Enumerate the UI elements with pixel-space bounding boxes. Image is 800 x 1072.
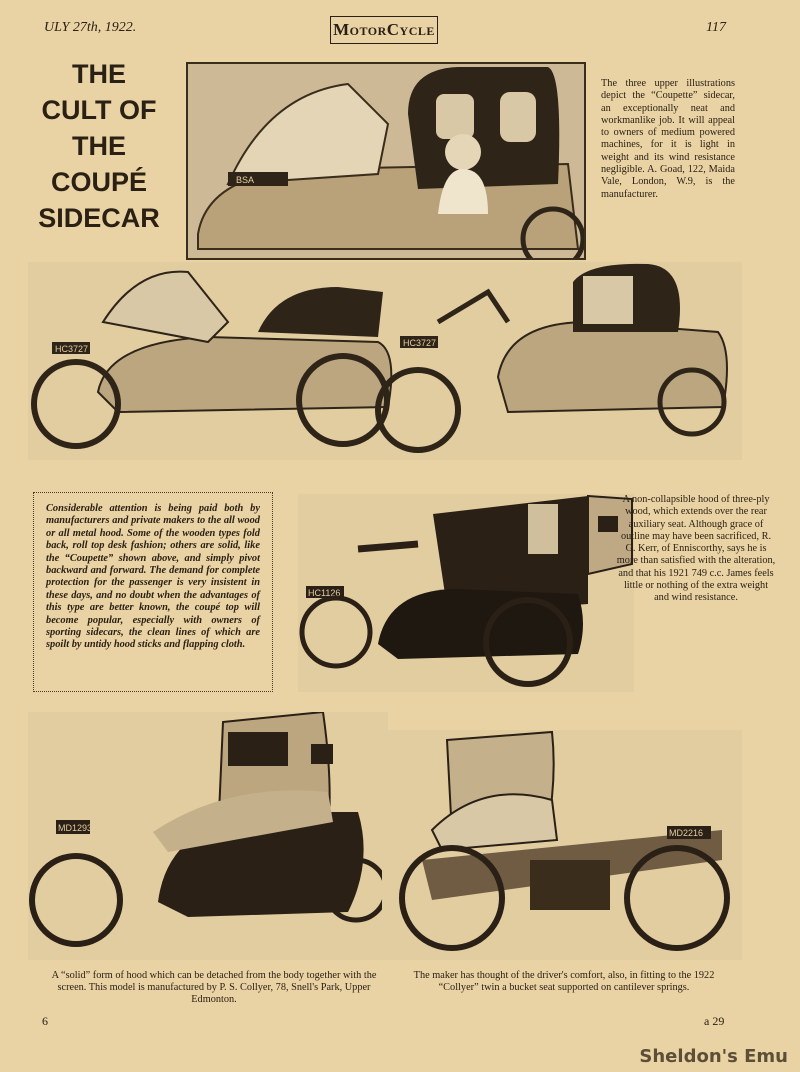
plate-text: HC3727 [55, 344, 89, 354]
bsa-tank-label: BSA [236, 175, 255, 185]
issue-date: ULY 27th, 1922. [44, 20, 137, 35]
two-outfits-photo [28, 262, 742, 460]
plate-text: HC3727 [403, 338, 437, 348]
collyer-seat-caption: The maker has thought of the driver's comfort, also, in fitting to the 1922 “Collyer” twin a bucket seat supported on cantilever springs. [413, 970, 715, 993]
title-line: THE [72, 59, 126, 89]
title-line: CULT OF [41, 95, 157, 125]
magazine-logo: MotorCycle [330, 16, 438, 44]
folio-left: 6 [42, 1014, 48, 1028]
watermark: Sheldon's Emu [639, 1046, 788, 1067]
folio-code: a 29 [704, 1014, 725, 1028]
plate-text: MD2216 [669, 828, 704, 838]
collyer-hood-caption: A “solid” form of hood which can be detached from the body together with the screen. This model is manufactured by P. S. Collyer, 78, Snell's Park, Upper Edmonton. [51, 970, 377, 1005]
kerr-sidecar-photo [298, 494, 634, 692]
coupette-closeup-photo [186, 62, 586, 260]
collyer-twin-photo [382, 730, 742, 960]
title-line: COUPÉ [50, 167, 148, 197]
plate-text: HC1126 [308, 588, 341, 598]
page-number: 117 [706, 20, 726, 35]
collyer-detachable-hood-photo [28, 712, 388, 960]
title-line: THE [72, 131, 126, 161]
coupette-caption: The three upper illustrations depict the “Coupette” sidecar, an exceptionally neat and workmanlike job. It will appeal to owners of medium powered machines, for it is light in weight and its wind resistance negligible. A. Goad, 122, Maida Vale, London, W.9, is the manufacturer. [601, 78, 735, 200]
plate-text: MD1293 [58, 823, 93, 833]
kerr-caption: A non-collapsible hood of three-ply wood, which extends over the rear auxiliary seat. Although grace of outline may have been sacrificed, R. G. Kerr, of Enniscorthy, says he is more than satisfied with the alteration, and that his 1921 749 c.c. James feels little or nothing of the extra weight and wind resistance. [616, 494, 776, 604]
article-title [20, 56, 178, 236]
intro-text-box: Considerable attention is being paid both by manufacturers and private makers to the all wood or all metal hood. Some of the wooden types fold back, roll top desk fashion; others are solid, like the “Coupette” shown above, and simply pivot backward and forward. The demand for complete protection for the passenger is very insistent in these days, and no doubt when the advantages of this type are better known, the coupé top will become popular, especially with owners of sporting sidecars, the clean lines of which are spoilt by untidy hood sticks and flapping cloth. [33, 492, 273, 692]
title-line: SIDECAR [38, 203, 160, 233]
